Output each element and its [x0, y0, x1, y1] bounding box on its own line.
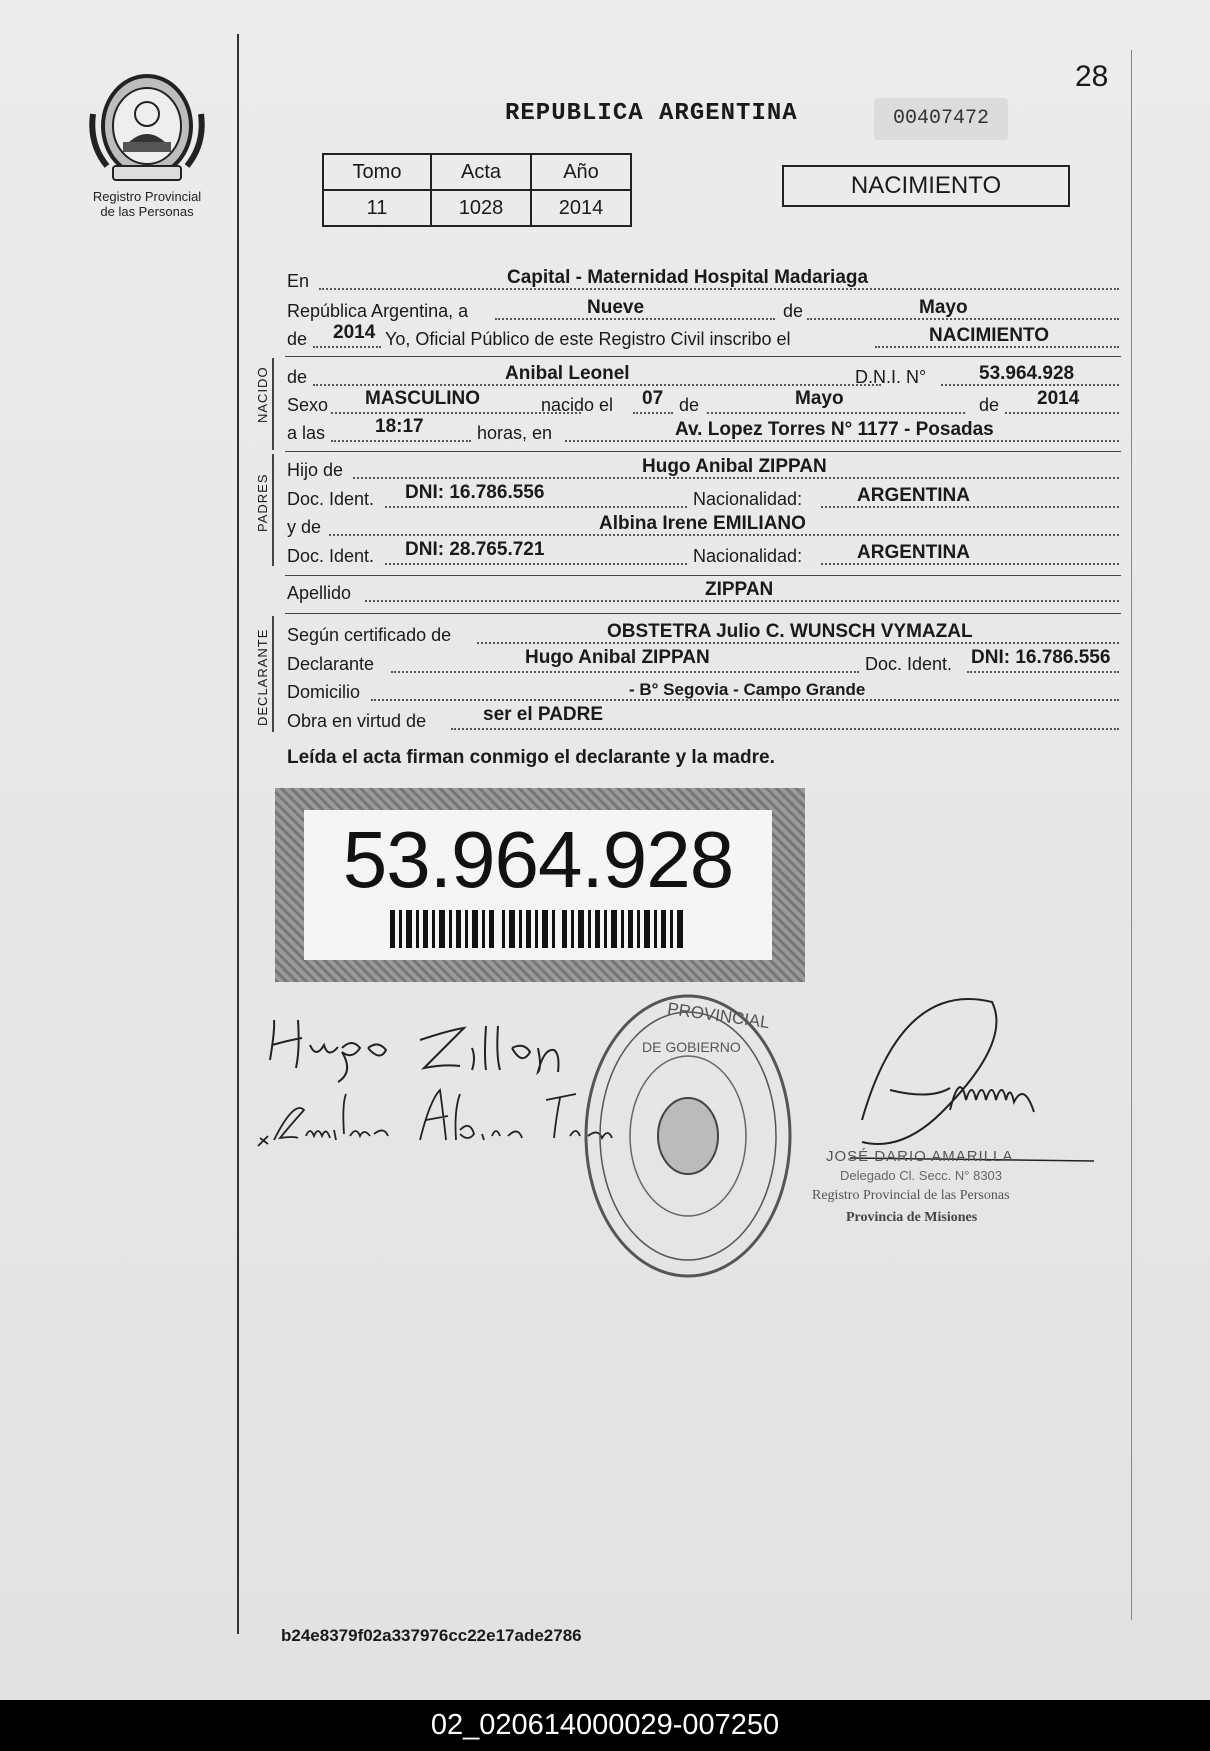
official-org: Registro Provincial de las Personas	[812, 1188, 1010, 1203]
document-type-box: NACIMIENTO	[782, 165, 1070, 207]
fecha-anio: 2014	[333, 322, 376, 343]
row-certificado	[287, 620, 1119, 648]
label-a-las: a las	[287, 423, 326, 443]
label-nacido-el: nacido el	[541, 395, 614, 415]
label-y-de: y de	[287, 517, 322, 537]
row-fecha	[287, 296, 1119, 324]
row-madre-doc	[287, 541, 1119, 569]
domicilio-value: - B° Segovia - Campo Grande	[629, 680, 866, 699]
fecha-mes: Mayo	[919, 297, 968, 318]
row-oficial	[287, 324, 1119, 352]
row-nacido-hora	[287, 418, 1119, 446]
label-de2: de	[287, 329, 308, 349]
nacido-nombre: Anibal Leonel	[505, 363, 630, 384]
nacido-mes: Mayo	[795, 388, 844, 409]
row-madre	[287, 512, 1119, 540]
padre-nombre: Hugo Anibal ZIPPAN	[642, 456, 827, 477]
padre-nacionalidad: ARGENTINA	[857, 485, 970, 506]
official-role: Delegado Cl. Secc. N° 8303	[840, 1168, 1003, 1183]
nacido-sexo: MASCULINO	[365, 388, 481, 409]
label-de: de	[783, 301, 804, 321]
label-nac-madre: Nacionalidad:	[693, 546, 803, 566]
nacido-dia: 07	[642, 388, 664, 409]
row-apellido	[287, 578, 1119, 606]
nacido-hora: 18:17	[375, 416, 424, 437]
label-obra: Obra en virtud de	[287, 711, 427, 731]
side-label-declarante: DECLARANTE	[255, 628, 270, 726]
svg-text:PROVINCIAL: PROVINCIAL	[666, 999, 771, 1033]
certificado-value: OBSTETRA Julio C. WUNSCH VYMAZAL	[607, 621, 973, 642]
acta-label: Acta	[431, 154, 531, 190]
official-name: JOSÉ DARIO AMARILLA	[826, 1148, 1014, 1165]
label-horas-en: horas, en	[477, 423, 553, 443]
label-domicilio: Domicilio	[287, 682, 361, 702]
declarante-doc: DNI: 16.786.556	[971, 647, 1111, 668]
nacido-anio: 2014	[1037, 388, 1080, 409]
nacido-dni: 53.964.928	[979, 363, 1075, 384]
barcode-graphic	[390, 910, 686, 948]
anio-label: Año	[531, 154, 631, 190]
tomo-value: 11	[323, 190, 431, 226]
registry-logo	[82, 74, 212, 219]
row-obra	[287, 706, 1119, 734]
provincia-misiones-seal	[87, 74, 207, 184]
nacido-lugar: Av. Lopez Torres N° 1177 - Posadas	[675, 419, 994, 440]
tomo-acta-anio-table	[322, 153, 632, 227]
label-de-anio: de	[979, 395, 1000, 415]
dni-sticker-number: 53.964.928	[342, 815, 734, 904]
madre-nacionalidad: ARGENTINA	[857, 542, 970, 563]
lugar-value: Capital - Maternidad Hospital Madariaga	[507, 267, 869, 288]
row-lugar	[287, 266, 1119, 294]
svg-text:DE GOBIERNO: DE GOBIERNO	[642, 1039, 741, 1055]
right-margin-line	[1131, 50, 1132, 1620]
anio-value: 2014	[531, 190, 631, 226]
label-doc-declarante: Doc. Ident.	[865, 654, 953, 674]
side-label-nacido: NACIDO	[255, 366, 270, 423]
row-padre-doc	[287, 484, 1119, 512]
label-de-mes: de	[679, 395, 700, 415]
dni-sticker	[275, 788, 805, 982]
tipo-value: NACIMIENTO	[929, 325, 1049, 346]
logo-caption-2: de las Personas	[100, 204, 194, 219]
label-doc-madre: Doc. Ident.	[287, 546, 375, 566]
row-nacido-sexo	[287, 390, 1119, 418]
side-label-padres: PADRES	[255, 473, 270, 532]
row-nacido-nombre	[287, 362, 1119, 390]
file-id-bar: 02_020614000029-007250	[0, 1700, 1210, 1751]
texto-oficial: Yo, Oficial Público de este Registro Civil inscribo el	[385, 329, 791, 349]
obra-value: ser el PADRE	[483, 704, 604, 725]
label-nac-padre: Nacionalidad:	[693, 489, 803, 509]
declarante-nombre: Hugo Anibal ZIPPAN	[525, 647, 710, 668]
padre-doc: DNI: 16.786.556	[405, 482, 545, 503]
label-sexo: Sexo	[287, 395, 329, 415]
tomo-label: Tomo	[323, 154, 431, 190]
madre-doc: DNI: 28.765.721	[405, 539, 545, 560]
label-doc-padre: Doc. Ident.	[287, 489, 375, 509]
label-en: En	[287, 271, 310, 291]
logo-caption-1: Registro Provincial	[92, 189, 202, 204]
label-certificado: Según certificado de	[287, 625, 452, 645]
apellido-value: ZIPPAN	[705, 579, 774, 600]
fecha-dia: Nueve	[587, 297, 645, 318]
label-declarante: Declarante	[287, 654, 375, 674]
dni-sticker-inner	[304, 810, 772, 960]
label-hijo-de: Hijo de	[287, 460, 344, 480]
label-dni: D.N.I. N°	[855, 367, 927, 387]
label-rep: República Argentina, a	[287, 301, 469, 321]
label-apellido: Apellido	[287, 583, 352, 603]
row-declarante	[287, 649, 1119, 677]
row-domicilio	[287, 677, 1119, 705]
label-de-nacido: de	[287, 367, 308, 387]
acta-value: 1028	[431, 190, 531, 226]
serial-number: 00407472	[874, 98, 1008, 140]
madre-nombre: Albina Irene EMILIANO	[599, 513, 806, 534]
leida-statement: Leída el acta firman conmigo el declarante y la madre.	[287, 747, 775, 768]
document-title: REPUBLICA ARGENTINA	[505, 100, 798, 127]
official-prov: Provincia de Misiones	[846, 1210, 978, 1225]
row-padre	[287, 455, 1119, 483]
page-number: 28	[1075, 60, 1109, 93]
signatures-area	[250, 990, 1130, 1280]
document-hash: b24e8379f02a337976cc22e17ade2786	[281, 1626, 582, 1645]
left-margin-line	[237, 34, 239, 1634]
